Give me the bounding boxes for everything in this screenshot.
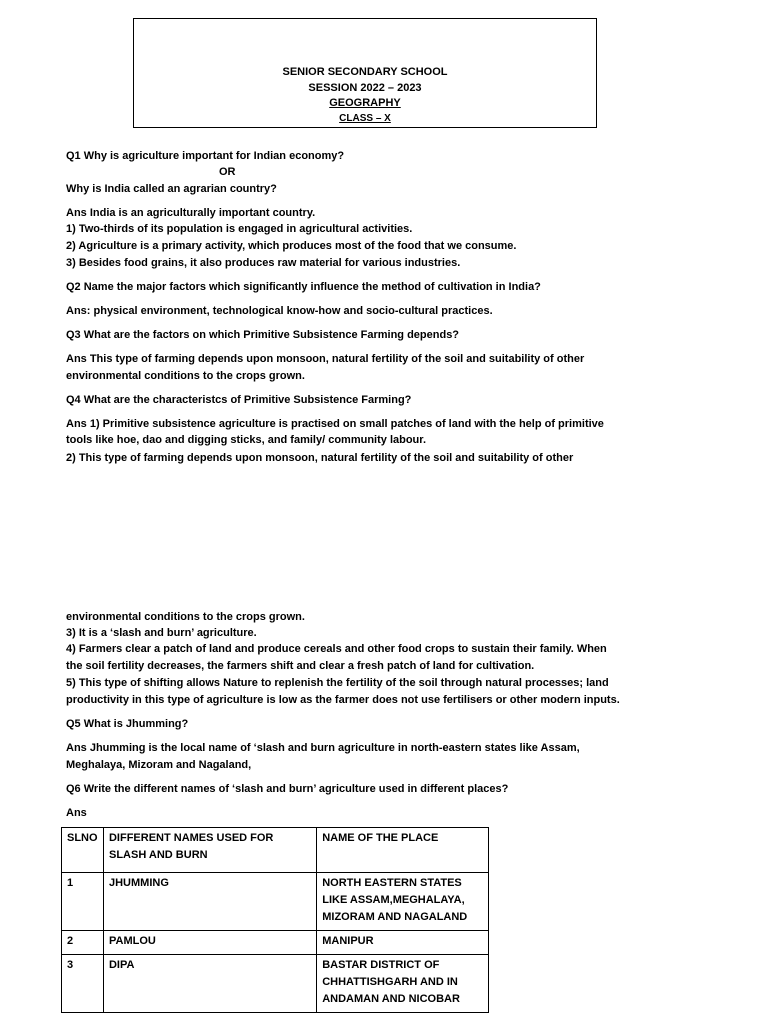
question-1-alt: Why is India called an agrarian country? (66, 183, 277, 195)
table-header-cell: SLNO (62, 828, 104, 873)
table-header-cell: NAME OF THE PLACE (317, 828, 489, 873)
table-header-cell: DIFFERENT NAMES USED FOR SLASH AND BURN (103, 828, 316, 873)
table-header-row (62, 828, 489, 873)
school-name: SENIOR SECONDARY SCHOOL (282, 66, 448, 78)
answer-5-line-1: Ans Jhumming is the local name of ‘slash and burn agriculture in north-eastern states like Assam, (66, 742, 580, 754)
answer-3-line-1: Ans This type of farming depends upon monsoon, natural fertility of the soil and suitability of other (66, 353, 585, 365)
table-cell: 3 (62, 955, 104, 1013)
answer-1-intro: Ans India is an agriculturally important country. (66, 207, 316, 219)
table-cell: DIPA (103, 955, 316, 1013)
answer-4-line-4: environmental conditions to the crops grown. (66, 611, 305, 623)
answer-4-point-4-line-2: the soil fertility decreases, the farmers shift and clear a fresh patch of land for cultivation. (66, 660, 535, 672)
question-4: Q4 What are the characteristcs of Primitive Subsistence Farming? (66, 394, 412, 406)
answer-4-line-1: Ans 1) Primitive subsistence agriculture is practised on small patches of land with the help of primitive (66, 418, 604, 430)
question-1: Q1 Why is agriculture important for Indian economy? (66, 150, 345, 162)
table-cell: 1 (62, 873, 104, 931)
answer-4-point-5-line-1: 5) This type of shifting allows Nature to replenish the fertility of the soil through natural processes; land (66, 677, 609, 689)
question-5: Q5 What is Jhumming? (66, 718, 189, 730)
answer-3-line-2: environmental conditions to the crops grown. (66, 370, 305, 382)
answer-4-point-5-line-2: productivity in this type of agriculture is low as the farmer does not use fertilisers or other modern inputs. (66, 694, 620, 706)
subject-title: GEOGRAPHY (329, 97, 401, 109)
question-2: Q2 Name the major factors which significantly influence the method of cultivation in India? (66, 281, 541, 293)
answer-5-line-2: Meghalaya, Mizoram and Nagaland, (66, 759, 252, 771)
answer-1-point-3: 3) Besides food grains, it also produces raw material for various industries. (66, 257, 461, 269)
answer-2: Ans: physical environment, technological know-how and socio-cultural practices. (66, 305, 493, 317)
or-separator: OR (219, 166, 236, 178)
answer-6-label: Ans (66, 807, 87, 819)
answer-4-point-3: 3) It is a ‘slash and burn’ agriculture. (66, 627, 257, 639)
table-row (62, 873, 489, 931)
answer-1-point-2: 2) Agriculture is a primary activity, which produces most of the food that we consume. (66, 240, 517, 252)
table-cell: NORTH EASTERN STATES LIKE ASSAM,MEGHALAYA, MIZORAM AND NAGALAND (317, 873, 489, 931)
class-label: CLASS – X (339, 113, 391, 124)
answer-4-line-3: 2) This type of farming depends upon monsoon, natural fertility of the soil and suitability of other (66, 452, 574, 464)
question-6: Q6 Write the different names of ‘slash and burn’ agriculture used in different places? (66, 783, 509, 795)
session: SESSION 2022 – 2023 (308, 82, 422, 94)
table-cell: 2 (62, 931, 104, 955)
question-3: Q3 What are the factors on which Primitive Subsistence Farming depends? (66, 329, 460, 341)
answer-4-point-4-line-1: 4) Farmers clear a patch of land and produce cereals and other food crops to sustain their family. When (66, 643, 607, 655)
table-cell: JHUMMING (103, 873, 316, 931)
table-cell: BASTAR DISTRICT OF CHHATTISHGARH AND IN ANDAMAN AND NICOBAR (317, 955, 489, 1013)
answer-4-line-2: tools like hoe, dao and digging sticks, and family/ community labour. (66, 434, 427, 446)
table-row (62, 955, 489, 1013)
table-cell: MANIPUR (317, 931, 489, 955)
table-cell: PAMLOU (103, 931, 316, 955)
header-box (133, 18, 597, 128)
table-row (62, 931, 489, 955)
slash-and-burn-table (61, 827, 489, 1013)
answer-1-point-1: 1) Two-thirds of its population is engaged in agricultural activities. (66, 223, 413, 235)
